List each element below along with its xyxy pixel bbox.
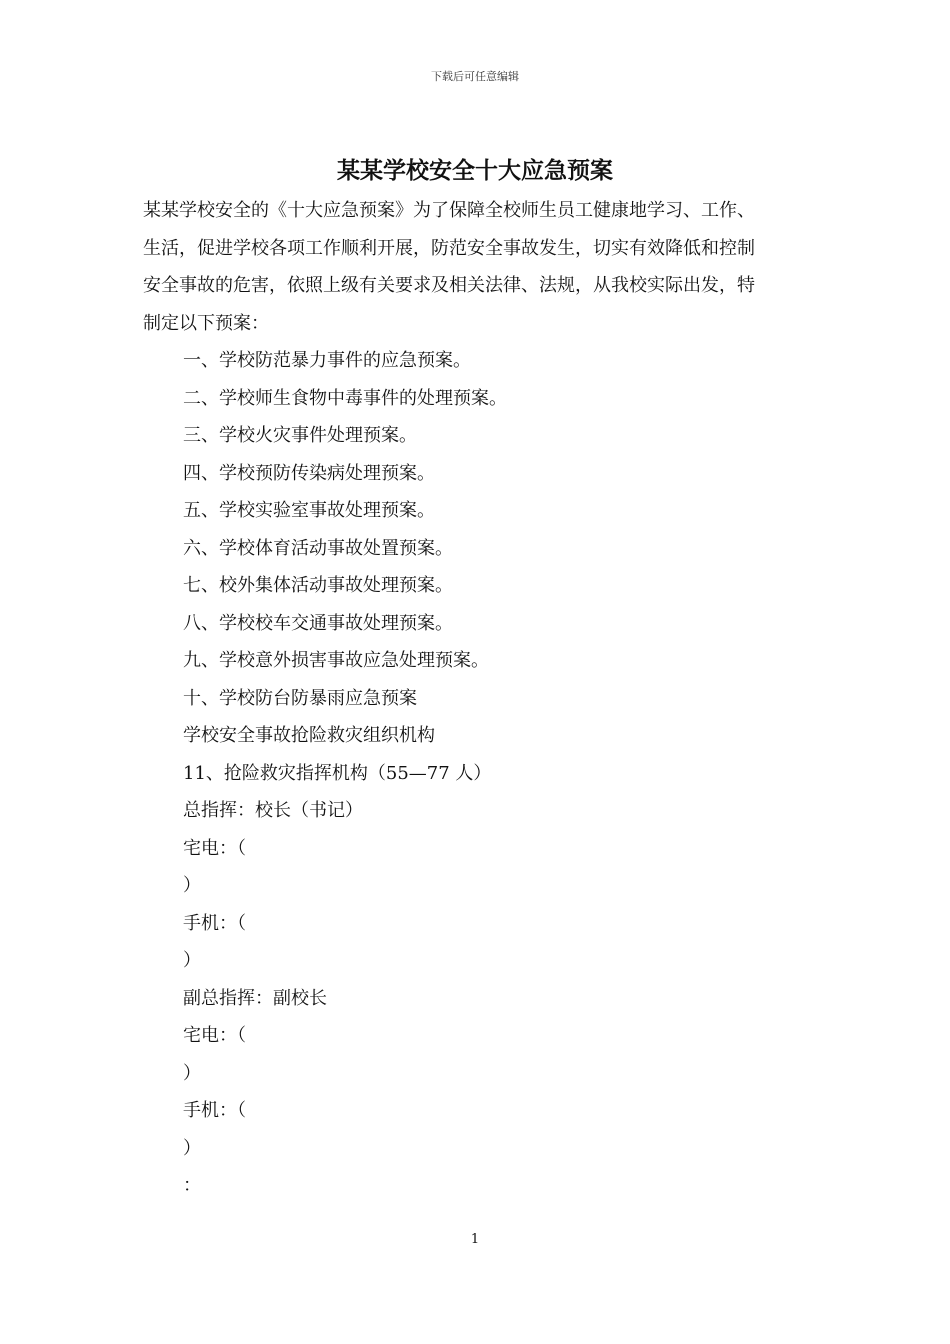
list-item: 宅电：（ (183, 837, 246, 859)
intro-line: 制定以下预案： (143, 312, 269, 334)
list-item: 四、学校预防传染病处理预案。 (183, 462, 435, 484)
list-item: 学校安全事故抢险救灾组织机构 (183, 725, 435, 746)
page-header: 下载后可任意编辑 (431, 70, 519, 83)
list-item: 宅电：（ (183, 1025, 246, 1046)
list-item: ） (183, 1062, 201, 1084)
document-title: 某某学校安全十大应急预案 (337, 157, 613, 184)
list-item: 11、抢险救灾指挥机构（55—77 人） (183, 762, 492, 784)
list-item: 手机：（ (183, 912, 246, 934)
list-item: 二、学校师生食物中毒事件的处理预案。 (183, 387, 507, 409)
intro-line: 生活，促进学校各项工作顺利开展，防范安全事故发生，切实有效降低和控制 (143, 237, 755, 259)
list-item: ） (183, 1137, 201, 1159)
list-item: 一、学校防范暴力事件的应急预案。 (183, 350, 471, 371)
intro-line: 安全事故的危害，依照上级有关要求及相关法律、法规，从我校实际出发，特 (143, 275, 755, 296)
list-item: 八、学校校车交通事故处理预案。 (183, 612, 453, 634)
list-item: 五、学校实验室事故处理预案。 (183, 500, 435, 521)
list-item: ） (183, 875, 201, 896)
list-item: 九、学校意外损害事故应急处理预案。 (183, 650, 489, 671)
list-item: 副总指挥：副校长 (183, 987, 327, 1009)
list-item: 十、学校防台防暴雨应急预案 (183, 687, 417, 709)
list-item: 总指挥：校长（书记） (183, 800, 363, 821)
page-number: 1 (470, 1232, 480, 1247)
list-item: 七、校外集体活动事故处理预案。 (183, 575, 453, 596)
content-list (183, 342, 823, 1205)
intro-paragraph (143, 192, 808, 342)
list-item: 六、学校体育活动事故处置预案。 (183, 537, 453, 559)
list-item: 手机：（ (183, 1100, 246, 1121)
list-item: ） (183, 950, 201, 971)
list-item: 三、学校火灾事件处理预案。 (183, 425, 417, 446)
intro-line: 某某学校安全的《十大应急预案》为了保障全校师生员工健康地学习、工作、 (143, 200, 755, 221)
list-item: ： (183, 1175, 201, 1196)
